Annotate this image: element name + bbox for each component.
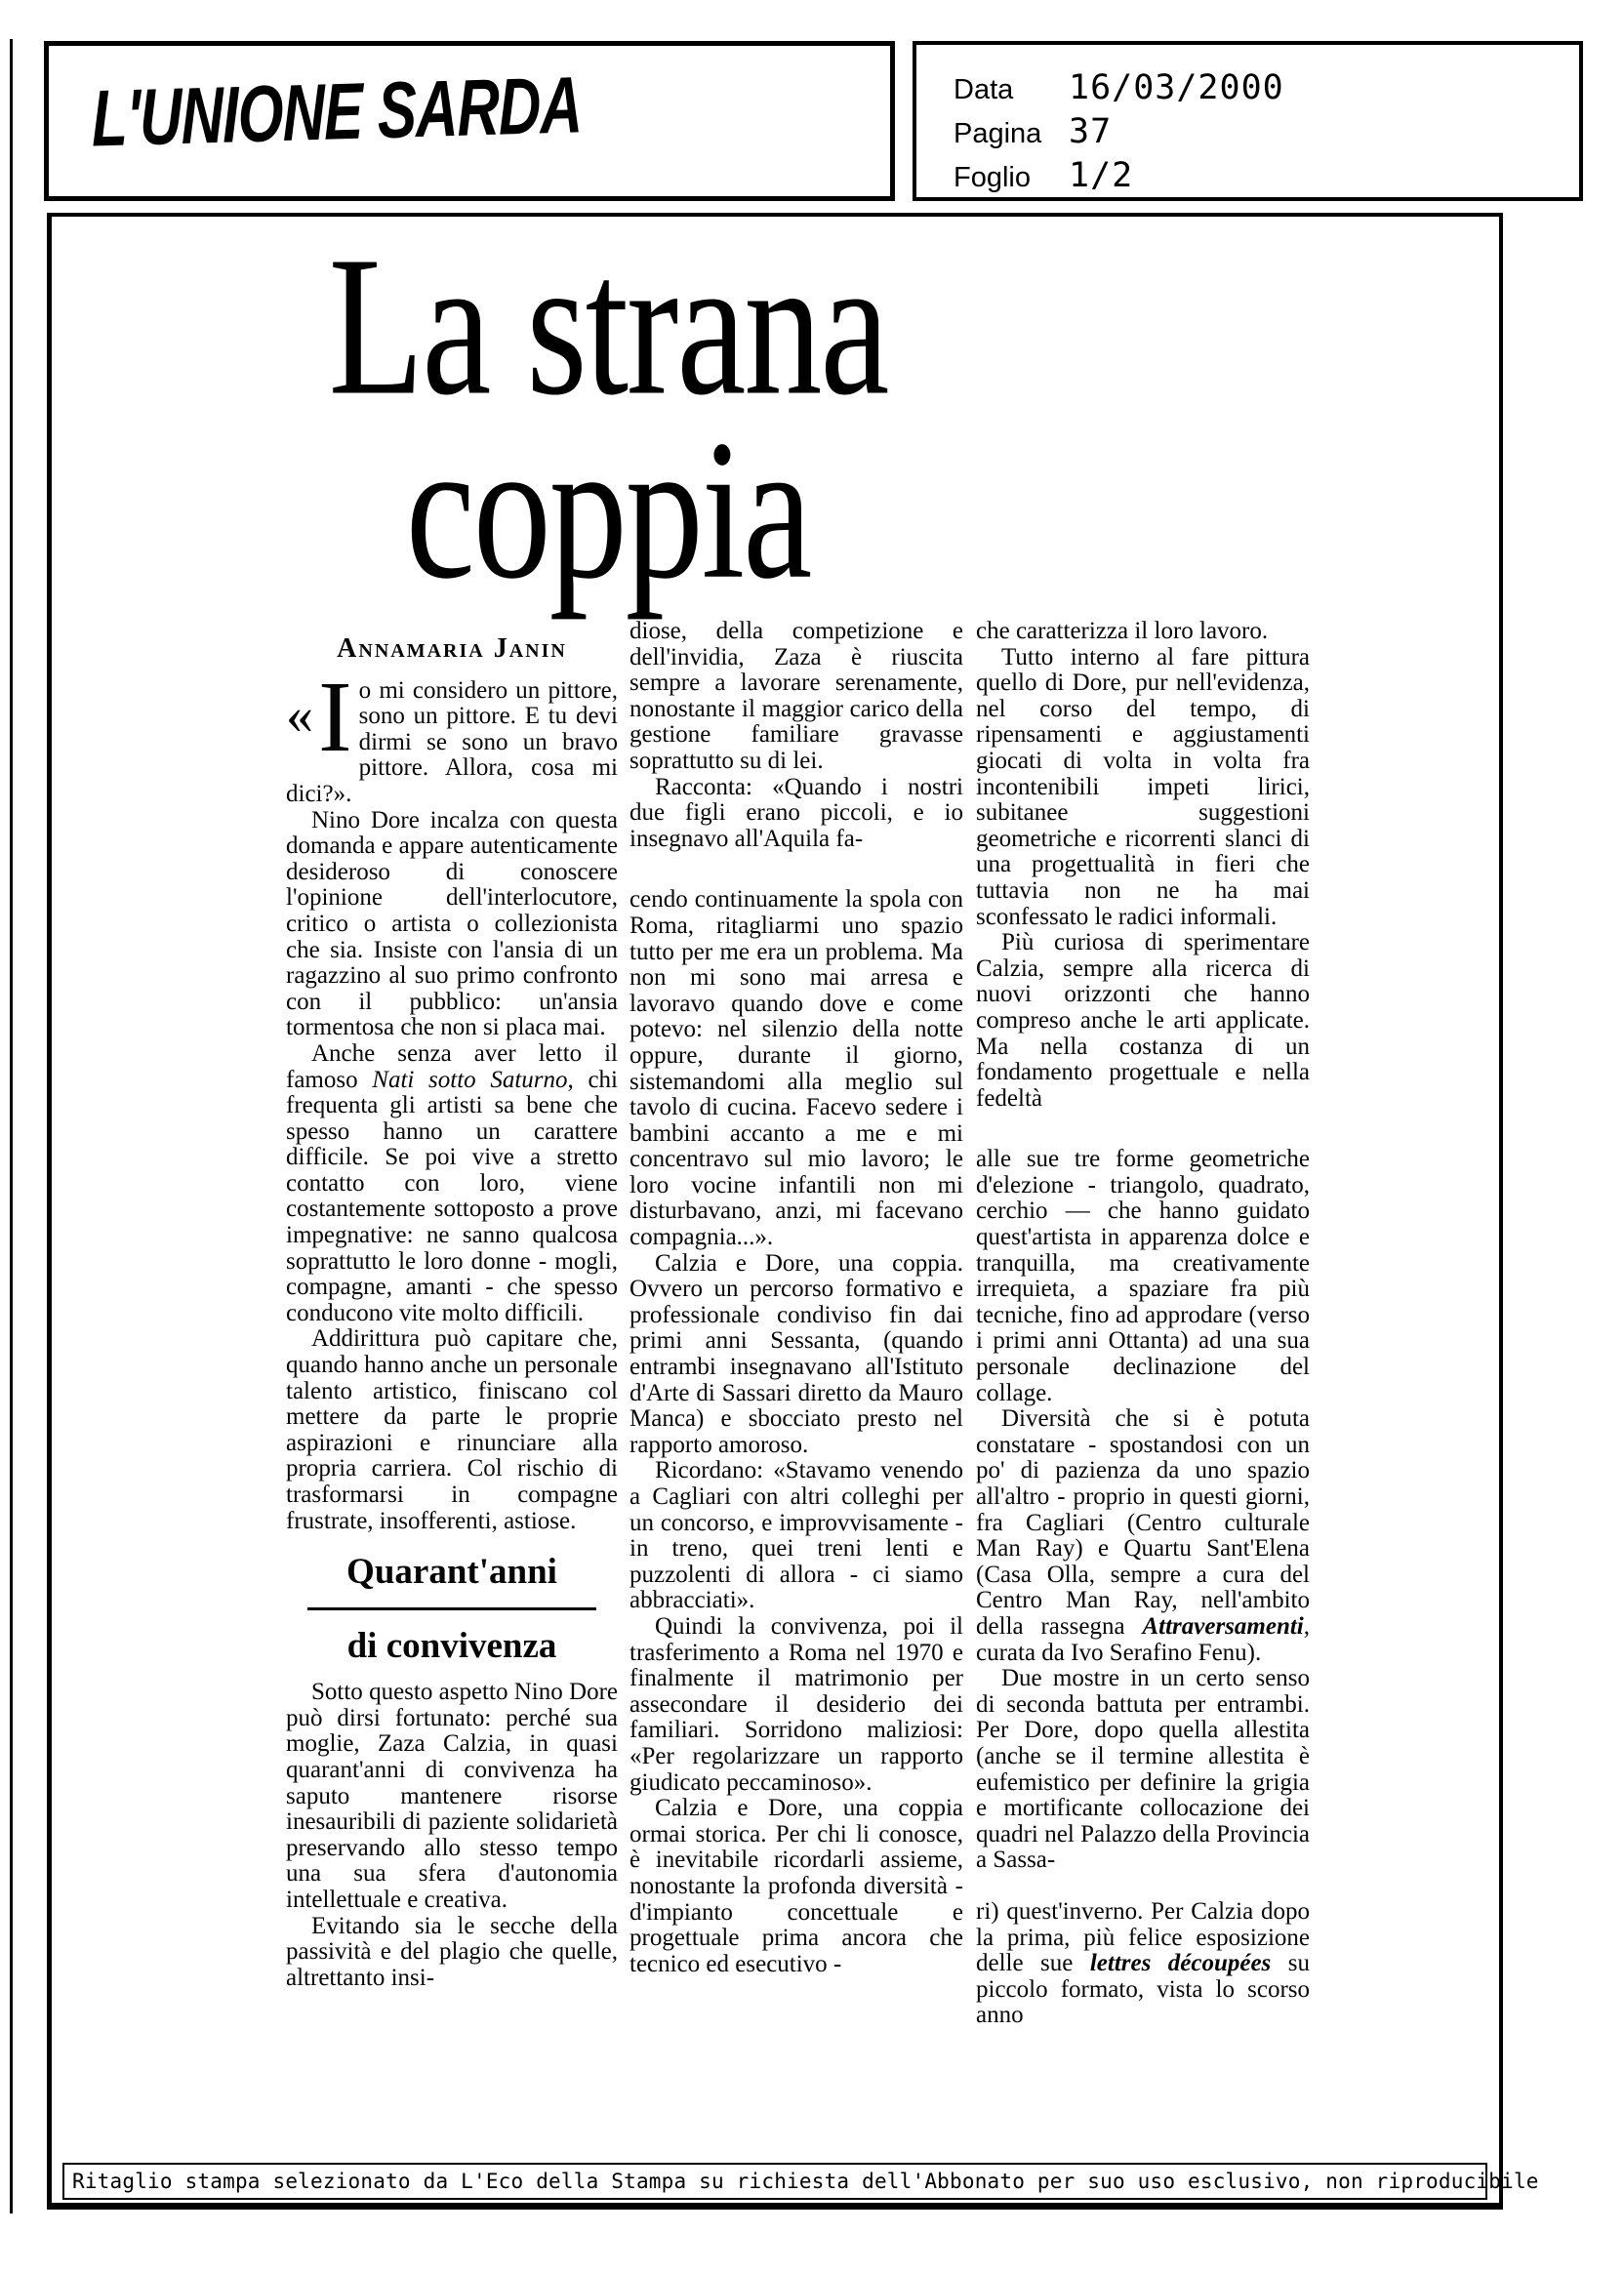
meta-value-data: 16/03/2000: [1069, 68, 1284, 107]
article-paragraph: che caratterizza il loro lavoro.: [976, 618, 1269, 644]
article-paragraph: Tutto interno al fare pittura quello di Dore, pur nell'evidenza, nel corso del tempo, di ripensamenti e aggiustamenti giocati di volta in volta fra incontenibili impeti lirici, subitanee suggestioni geometriche e ricorrenti slanci di una progettualità in fieri che tuttavia non ne ha mai sconfessato le radici informali.: [976, 643, 1310, 930]
article-paragraph: Quindi la convivenza, poi il trasferimento a Roma nel 1970 e finalmente il matrimonio per assecondare il desiderio dei familiari. Sorridono maliziosi: «Per regolarizzare un rapporto giudicato peccaminoso».: [629, 1612, 963, 1796]
article-column-1: [286, 633, 618, 1991]
article-paragraph: Addirittura può capitare che, quando hanno anche un personale talento artistico, finiscano col mettere da parte le proprie aspirazioni e rinunciare alla propria carriera. Col rischio di trasformarsi in compagne frustrate, insofferenti, astiose.: [286, 1325, 618, 1534]
meta-value-pagina: 37: [1069, 112, 1113, 151]
meta-label-pagina: Pagina: [954, 118, 1042, 149]
subhead-line-2: di convivenza: [346, 1626, 557, 1667]
article-paragraph: Nino Dore incalza con questa domanda e appare autenticamente desideroso di conoscere l'opinione dell'interlocutore, critico o artista o collezionista che sia. Insiste con l'ansia di un ragazzino al suo primo confronto con il pubblico: un'ansia tormentosa che non si placa mai.: [286, 806, 618, 1041]
meta-value-foglio: 1/2: [1069, 156, 1134, 195]
article-paragraph: [286, 660, 618, 808]
meta-label-data: Data: [954, 74, 1014, 105]
newspaper-logo-box: [44, 41, 895, 201]
footer-text: Ritaglio stampa selezionato da L'Eco della Stampa su richiesta dell'Abbonato per suo uso esclusivo, non riproducibile: [72, 2170, 1539, 2193]
article-column-3: [976, 619, 1310, 2029]
section-subhead: [294, 1552, 610, 1667]
newspaper-logo: L'UNIONE SARDA: [91, 61, 583, 165]
meta-row-foglio: [954, 156, 1579, 200]
meta-row-pagina: [954, 112, 1579, 156]
article-paragraph: alle sue tre forme geometriche d'elezione - triangolo, quadrato, cerchio — che hanno guidato quest'artista in apparenza dolce e tranquilla, ma creativamente irrequieta, a spaziare fra più tecniche, fino ad approdare (verso i primi anni Ottanta) ad una sua personale declinazione del collage.: [976, 1146, 1310, 1406]
headline-line-1: La strana: [328, 214, 888, 437]
article-paragraph: Due mostre in un certo senso di seconda battuta per entrambi. Per Dore, dopo quella allestita (anche se il termine allestita è eufemistico per definire la grigia e mortificante collocazione dei quadri nel Palazzo della Provincia a Sassa-: [976, 1665, 1310, 1874]
article-paragraph: diose, della competizione e dell'invidia, Zaza è riuscita sempre a lavorare serenamente, nonostante il maggior carico della gestione familiare gravasse soprattutto su di lei.: [629, 618, 963, 774]
drop-cap: I: [318, 660, 352, 773]
headline-line-2: coppia: [405, 397, 811, 621]
meta-row-data: [954, 68, 1579, 112]
scan-edge-line: [10, 39, 13, 2213]
article-paragraph: Ricordano: «Stavamo venendo a Cagliari con altri colleghi per un concorso, e improvvisamente - in treno, quei treni lenti e puzzolenti di allora - ci siamo abbracciati».: [629, 1457, 963, 1614]
article-paragraph: cendo continuamente la spola con Roma, ritagliarmi uno spazio tutto per me era un problema. Ma non mi sono mai arresa e lavoravo quando dove e come potevo: nel silenzio della notte oppure, durante il giorno, sistemandomi alla meglio sul tavolo di cucina. Facevo sedere i bambini accanto a me e mi concentravo sul mio lavoro; le loro vocine infantili non mi disturbavano, anzi, mi facevano compagnia...».: [629, 886, 963, 1251]
article-headline: [169, 214, 1047, 621]
article-frame: [47, 213, 1539, 2210]
article-paragraph: Sotto questo aspetto Nino Dore può dirsi fortunato: perché sua moglie, Zaza Calzia, in quasi quarant'anni di convivenza ha saputo mantenere risorse inesauribili di paziente solidarietà preservando allo stesso tempo una sua sfera d'autonomia intellettuale e creativa.: [286, 1679, 618, 1913]
article-paragraph: Anche senza aver letto il famoso Nati sotto Saturno, chi frequenta gli artisti sa bene che spesso hanno un carattere difficile. Se poi vive a stretto contatto con loro, viene costantemente sottoposto a prove impegnative: ne sanno qualcosa soprattutto le loro donne - mogli, compagne, amanti - che spesso conducono vite molto difficili.: [286, 1039, 618, 1326]
article-paragraph: Calzia e Dore, una coppia ormai storica. Per chi li conosce, è inevitabile ricordarli assieme, nonostante la profonda diversità - d'impianto concettuale e progettuale prima ancora che tecnico ed esecutivo -: [629, 1795, 963, 1977]
paragraph-text: o mi considero un pittore, sono un pittore. E tu devi dirmi se sono un bravo pittore. Allora, cosa mi dici?».: [286, 676, 618, 807]
article-paragraph: Evitando sia le secche della passività e del plagio che quelle, altrettanto insi-: [286, 1912, 618, 1991]
meta-label-foglio: Foglio: [954, 162, 1031, 193]
article-paragraph: Diversità che si è potuta constatare - spostandosi con un po' di pazienza da uno spazio all'altro - proprio in questi giorni, fra Cagliari (Centro culturale Man Ray) e Quartu Sant'Elena (Casa Olla, sempre a cura del Centro Man Ray, nell'ambito della rassegna Attraversamenti, curata da Ivo Serafino Fenu).: [976, 1405, 1310, 1666]
article-paragraph: Più curiosa di sperimentare Calzia, sempre alla ricerca di nuovi orizzonti che hanno compreso anche le arti applicate. Ma nella costanza di un fondamento progettuale e nella fedeltà: [976, 929, 1310, 1112]
footer-strip: [62, 2163, 1539, 2200]
clipping-meta-box: [913, 41, 1583, 201]
subhead-line-1: Quarant'anni: [346, 1552, 557, 1593]
article-paragraph: Calzia e Dore, una coppia. Ovvero un percorso formativo e professionale condiviso fin dai primi anni Sessanta, (quando entrambi insegnavano all'Istituto d'Arte di Sassari diretto da Mauro Manca) e sbocciato presto nel rapporto amoroso.: [629, 1249, 963, 1458]
article-paragraph: ri) quest'inverno. Per Calzia dopo la prima, più felice esposizione delle sue lettres découpées su piccolo formato, vista lo scorso anno: [976, 1897, 1310, 2029]
open-quote-mark: «: [286, 684, 313, 746]
byline: Annamaria Janin: [337, 633, 567, 664]
article-column-2: [629, 619, 963, 1977]
subhead-divider: [307, 1607, 596, 1610]
article-paragraph: Racconta: «Quando i nostri due figli erano piccoli, e io insegnavo all'Aquila fa-: [629, 773, 963, 852]
